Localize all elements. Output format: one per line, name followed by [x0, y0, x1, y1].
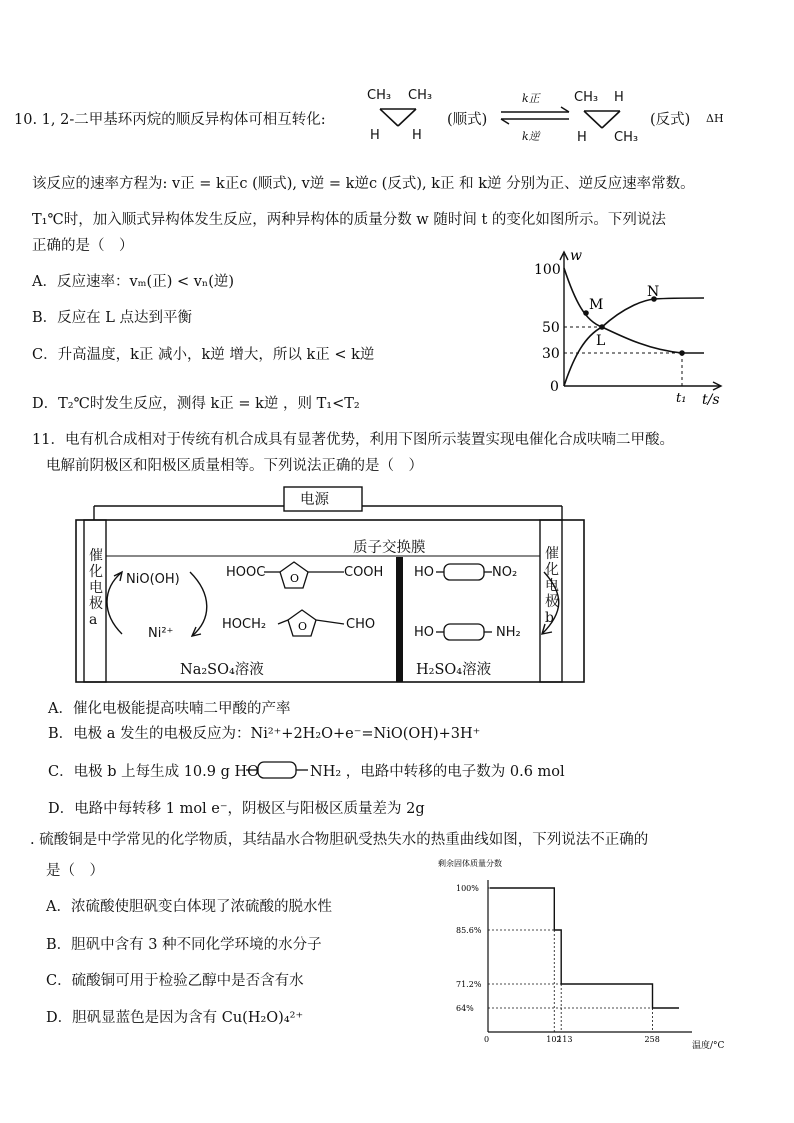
cis-ch3-b: CH₃	[408, 88, 433, 103]
nitrophenol-right-label: NO₂	[492, 565, 518, 580]
q10-w-t-chart	[530, 246, 730, 410]
q11-option-c-benzene-icon	[246, 758, 308, 782]
left-solution-label: Na₂SO₄溶液	[180, 662, 264, 678]
benzene-ring-top	[444, 564, 484, 580]
k-reverse-label: k逆	[522, 130, 540, 143]
cis-cyclopropane-ring	[374, 104, 424, 130]
q10-point-m	[583, 310, 589, 316]
trans-label: (反式)	[650, 112, 691, 128]
trans-cyclopropane-ring	[578, 106, 628, 132]
q11-option-c-tail: NH₂ ，电路中转移的电子数为 0.6 mol	[310, 764, 565, 780]
q10-y-tick-50: 50	[542, 320, 560, 336]
power-source-label: 电源	[300, 492, 329, 508]
q10-rate-equation: 该反应的速率方程为: v正 = k正c (顺式), v逆 = k逆c (反式), k正 和 k逆 分别为正、逆反应速率常数。	[32, 176, 695, 192]
aminophenol-right-label: NH₂	[496, 625, 521, 640]
fdca-left-label: HOOC	[226, 565, 266, 580]
q12-option-d[interactable]: D．胆矾显蓝色是因为含有 Cu(H₂O)₄²⁺	[46, 1010, 304, 1026]
q10-stem: 10. 1, 2-二甲基环丙烷的顺反异构体可相互转化:	[14, 112, 326, 128]
q11-option-a[interactable]: A．催化电极能提高呋喃二甲酸的产率	[48, 701, 291, 717]
nioh-label: NiO(OH)	[126, 572, 180, 587]
q12-x-tick: 102	[546, 1035, 562, 1044]
q10-condition: T₁℃时，加入顺式异构体发生反应，两种异构体的质量分数 w 随时间 t 的变化如图所示。下列说法	[32, 212, 666, 228]
q10-option-a[interactable]: A．反应速率：vₘ(正) < vₙ(逆)	[32, 274, 235, 290]
q10-label-m: M	[589, 297, 604, 313]
trans-h-b: H	[577, 130, 587, 145]
q12-option-a[interactable]: A．浓硫酸使胆矾变白体现了浓硫酸的脱水性	[46, 899, 332, 915]
cis-h-b: H	[412, 128, 422, 143]
proton-exchange-membrane	[396, 557, 403, 682]
cis-label: (顺式)	[447, 112, 488, 128]
q10-x-label: t/s	[702, 392, 720, 408]
q10-y-label: w	[570, 248, 582, 264]
q11-option-c[interactable]: C．电极 b 上每生成 10.9 g HO	[48, 764, 260, 780]
q10-point-l	[599, 324, 605, 330]
benzene-ring-bottom	[444, 624, 484, 640]
delta-h-label: ΔH	[706, 112, 724, 125]
q12-tga-chart	[430, 852, 750, 1052]
q12-y-tick: 71.2%	[456, 980, 482, 989]
membrane-label: 质子交换膜	[353, 540, 426, 556]
electrode-b-label: 催化电极b	[545, 546, 559, 626]
q10-y-tick-0: 0	[550, 379, 559, 395]
hmf-right-label: CHO	[346, 617, 376, 632]
q10-option-b[interactable]: B．反应在 L 点达到平衡	[32, 310, 193, 326]
q12-y-tick: 85.6%	[456, 926, 482, 935]
furan-o-top: O	[290, 572, 300, 585]
q10-label-n: N	[647, 284, 660, 300]
q12-x-tick: 258	[644, 1035, 660, 1044]
q12-series-line	[490, 888, 679, 1008]
furan-o-bottom: O	[298, 620, 308, 633]
q12-y-label: 剩余固体质量分数	[438, 859, 502, 868]
q12-stem: . 硫酸铜是中学常见的化学物质，其结晶水合物胆矾受热失水的热重曲线如图，下列说法不正确的	[30, 832, 649, 848]
cis-ch3-a: CH₃	[367, 88, 392, 103]
q10-option-c[interactable]: C．升高温度，k正 减小，k逆 增大，所以 k正 < k逆	[32, 347, 375, 363]
cis-h-a: H	[370, 128, 380, 143]
equilibrium-arrows-icon	[499, 106, 571, 126]
trans-ch3-b: CH₃	[614, 130, 639, 145]
right-solution-label: H₂SO₄溶液	[416, 662, 492, 678]
q12-y-tick: 100%	[456, 884, 479, 893]
hmf-left-label: HOCH₂	[222, 617, 267, 632]
q12-x-tick: 113	[557, 1035, 573, 1044]
q10-x-tick-t1: t₁	[676, 391, 687, 406]
k-forward-label: k正	[522, 92, 540, 105]
q12-option-c[interactable]: C．硫酸铜可用于检验乙醇中是否含有水	[46, 973, 304, 989]
q11-option-b[interactable]: B．电极 a 发生的电极反应为：Ni²⁺+2H₂O+e⁻=NiO(OH)+3H⁺	[48, 726, 481, 742]
q11-option-d[interactable]: D．电路中每转移 1 mol e⁻，阴极区与阳极区质量差为 2g	[48, 801, 425, 817]
ni-ion-label: Ni²⁺	[148, 626, 174, 641]
trans-ch3-a: CH₃	[574, 90, 599, 105]
q10-question: 正确的是（ ）	[32, 238, 134, 254]
q12-y-tick: 64%	[456, 1004, 474, 1013]
q11-stem-2: 电解前阴极区和阳极区质量相等。下列说法正确的是（ ）	[46, 458, 423, 474]
q12-x-label: 温度/°C	[692, 1041, 725, 1051]
q12-x-tick: 0	[484, 1035, 490, 1044]
electrode-a-label: 催化电极a	[89, 548, 103, 628]
fdca-right-label: COOH	[344, 565, 384, 580]
q10-point-t1	[679, 350, 685, 356]
q10-y-tick-30: 30	[542, 346, 560, 362]
q10-y-tick-100: 100	[534, 262, 561, 278]
nitrophenol-left-label: HO	[414, 565, 435, 580]
q10-option-d[interactable]: D．T₂℃时发生反应，测得 k正 = k逆 ，则 T₁<T₂	[32, 396, 360, 412]
q12-question: 是（ ）	[46, 863, 104, 879]
q12-option-b[interactable]: B．胆矾中含有 3 种不同化学环境的水分子	[46, 937, 322, 953]
q11-stem: 11．电有机合成相对于传统有机合成具有显著优势，利用下图所示装置实现电催化合成呋喃二甲酸。	[32, 432, 674, 448]
aminophenol-left-label: HO	[414, 625, 435, 640]
trans-h-a: H	[614, 90, 624, 105]
cell-outer	[76, 520, 584, 682]
q10-label-l: L	[596, 333, 606, 349]
